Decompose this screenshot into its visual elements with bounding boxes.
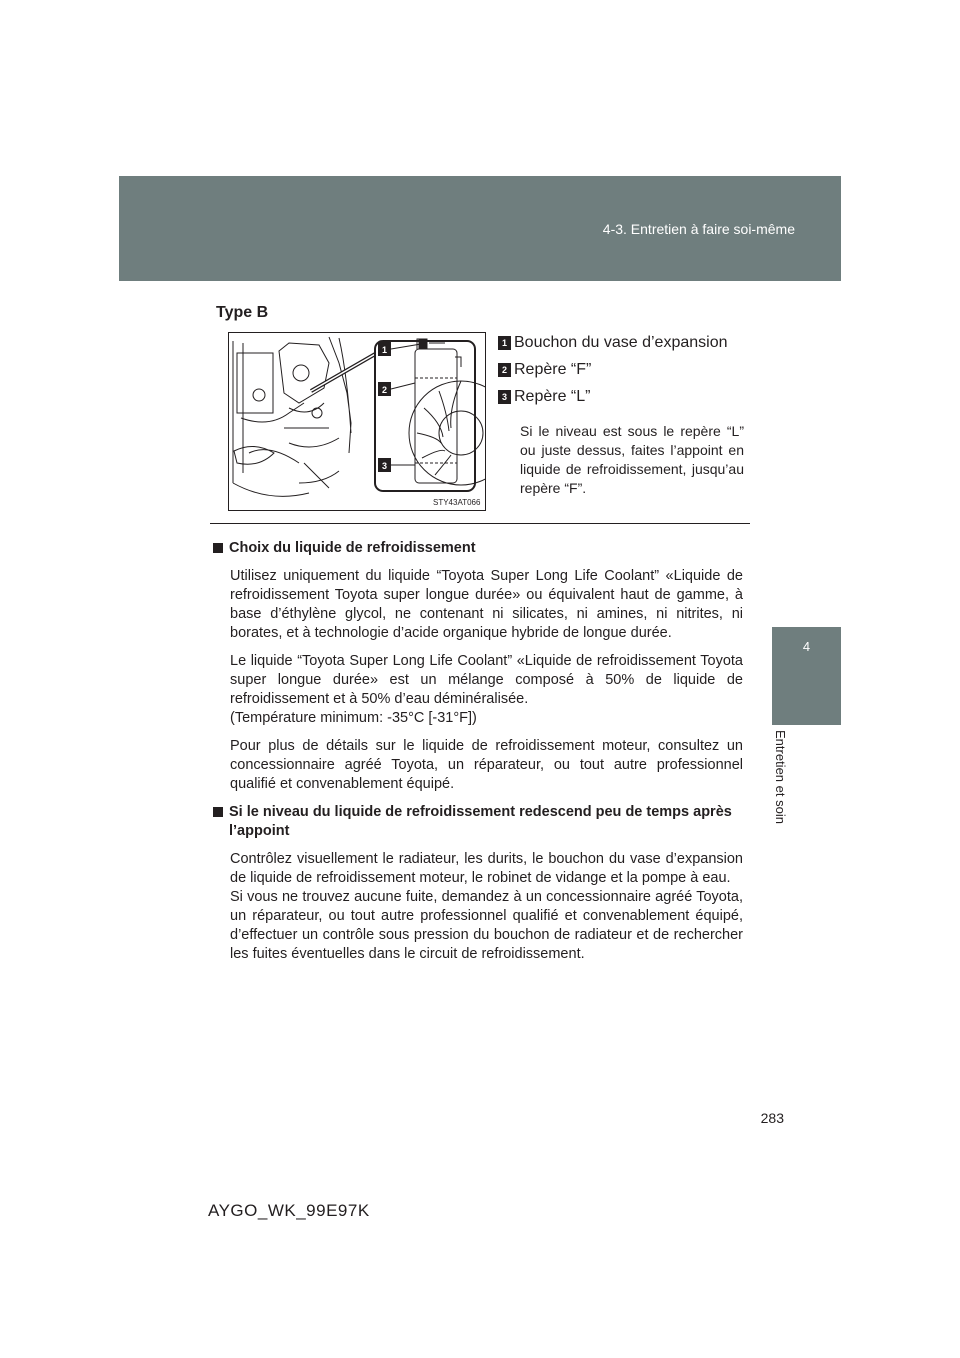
legend-note: Si le niveau est sous le repère “L” ou juste dessus, faites l’appoint en liquide de refroidissement, jusqu’au repère “F”. xyxy=(520,423,744,496)
body-paragraph: Utilisez uniquement du liquide “Toyota Super Long Life Coolant” «Liquide de refroidissement Toyota super longue durée» ou équivalent haut de gamme, à base d’éthylène glycol, ne contenant ni silicates, ni amines, ni nitrites, ni borates, et à technologie d’acide organique hybride de longue durée. xyxy=(230,568,743,641)
callout-3-label: 3 xyxy=(381,461,388,471)
subsection-heading-text: Si le niveau du liquide de refroidissement redescend peu de temps après l’appoint xyxy=(229,804,732,839)
subsection-heading-text: Choix du liquide de refroidissement xyxy=(229,540,476,556)
section-title: Type B xyxy=(216,304,269,321)
chapter-side-label-text: Entretien et soin xyxy=(773,730,788,824)
subsection-heading xyxy=(213,803,743,841)
subsection-heading xyxy=(213,539,743,558)
engine-illustration xyxy=(228,332,486,511)
engine-drawing xyxy=(229,333,485,510)
legend-item-text: Repère “L” xyxy=(514,388,591,405)
legend-item xyxy=(498,384,748,410)
body-paragraph: Pour plus de détails sur le liquide de refroidissement moteur, consultez un concessionnaire agréé Toyota, un réparateur, ou tout autre professionnel qualifié et convenablement équipé. xyxy=(230,738,743,792)
chapter-header-title: 4-3. Entretien à faire soi-même xyxy=(602,221,795,237)
callout-1-label: 1 xyxy=(381,345,388,355)
legend-number-badge: 3 xyxy=(498,390,511,404)
body-paragraph: Le liquide “Toyota Super Long Life Coolant” «Liquide de refroidissement Toyota super longue durée» est un mélange composé à 50% de liquide de refroidissement et à 50% d’eau déminéralisée. (Température minimum: -35°C [-31°F]) xyxy=(230,653,743,726)
chapter-side-label xyxy=(773,730,804,850)
chapter-side-tab xyxy=(772,627,841,725)
figure-code: STY43AT066 xyxy=(433,498,481,507)
document-code: AYGO_WK_99E97K xyxy=(208,1201,370,1220)
figure-legend xyxy=(498,330,748,498)
legend-number-badge: 2 xyxy=(498,363,511,377)
legend-number-badge: 1 xyxy=(498,336,511,350)
callout-2-label: 2 xyxy=(381,385,388,395)
body-paragraph: Contrôlez visuellement le radiateur, les durits, le bouchon du vase d’expansion de liquide de refroidissement moteur, le robinet de vidange et la pompe à eau. Si vous ne trouvez aucune fuite, demandez à un concessionnaire agréé Toyota, un réparateur, ou tout autre professionnel qualifié et convenablement équipé, d’effectuer un contrôle sous pression du bouchon de radiateur et de rechercher les fuites éventuelles dans le circuit de refroidissement. xyxy=(230,851,743,962)
legend-item xyxy=(498,357,748,383)
main-content xyxy=(213,539,743,973)
square-bullet-icon xyxy=(213,807,223,817)
section-divider xyxy=(210,523,750,524)
square-bullet-icon xyxy=(213,543,223,553)
legend-item-text: Bouchon du vase d’expansion xyxy=(514,334,728,351)
legend-item xyxy=(498,330,748,356)
legend-item-text: Repère “F” xyxy=(514,361,592,378)
chapter-header-band xyxy=(119,176,841,281)
page-number: 283 xyxy=(760,1110,784,1126)
chapter-number: 4 xyxy=(802,639,811,654)
